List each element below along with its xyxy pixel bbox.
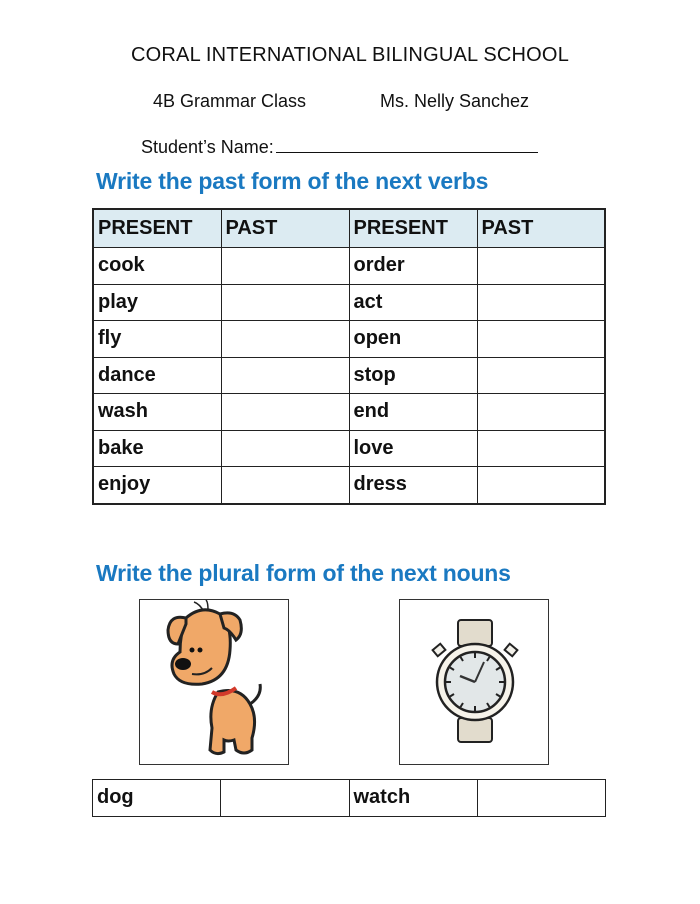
- column-header-past: PAST: [477, 209, 605, 248]
- student-name-blank[interactable]: [276, 134, 538, 153]
- column-header-present: PRESENT: [93, 209, 221, 248]
- past-answer-cell[interactable]: [477, 357, 605, 394]
- table-row: [93, 321, 605, 358]
- singular-noun: watch: [349, 780, 477, 817]
- column-header-past: PAST: [221, 209, 349, 248]
- present-verb: dress: [349, 467, 477, 504]
- teacher-name: Ms. Nelly Sanchez: [380, 91, 530, 111]
- present-verb: end: [349, 394, 477, 431]
- past-answer-cell[interactable]: [221, 284, 349, 321]
- past-answer-cell[interactable]: [221, 321, 349, 358]
- watch-icon: [400, 600, 548, 764]
- class-name: 4B Grammar Class: [153, 91, 307, 111]
- past-answer-cell[interactable]: [477, 248, 605, 285]
- school-name: CORAL INTERNATIONAL BILINGUAL SCHOOL: [130, 44, 570, 66]
- table-row: [93, 248, 605, 285]
- singular-noun: dog: [93, 780, 221, 817]
- section-title-nouns: Write the plural form of the next nouns: [96, 560, 511, 586]
- plural-answer-cell[interactable]: [477, 780, 605, 817]
- past-answer-cell[interactable]: [477, 394, 605, 431]
- present-verb: love: [349, 430, 477, 467]
- table-row: [93, 780, 606, 817]
- present-verb: act: [349, 284, 477, 321]
- table-row: [93, 357, 605, 394]
- column-header-present: PRESENT: [349, 209, 477, 248]
- present-verb: order: [349, 248, 477, 285]
- present-verb: cook: [93, 248, 221, 285]
- table-header-row: [93, 209, 605, 248]
- section-title-verbs: Write the past form of the next verbs: [96, 168, 489, 194]
- past-answer-cell[interactable]: [221, 248, 349, 285]
- table-row: [93, 394, 605, 431]
- dog-icon: [140, 600, 288, 764]
- table-row: [93, 284, 605, 321]
- present-verb: wash: [93, 394, 221, 431]
- present-verb: open: [349, 321, 477, 358]
- watch-picture: [399, 599, 549, 765]
- present-verb: play: [93, 284, 221, 321]
- present-verb: enjoy: [93, 467, 221, 504]
- plural-answer-cell[interactable]: [221, 780, 349, 817]
- dog-picture: [139, 599, 289, 765]
- past-answer-cell[interactable]: [221, 467, 349, 504]
- present-verb: dance: [93, 357, 221, 394]
- past-answer-cell[interactable]: [477, 430, 605, 467]
- present-verb: stop: [349, 357, 477, 394]
- past-answer-cell[interactable]: [477, 321, 605, 358]
- present-verb: fly: [93, 321, 221, 358]
- nouns-table: [92, 779, 606, 817]
- verbs-table: [92, 208, 606, 505]
- present-verb: bake: [93, 430, 221, 467]
- student-name-field: [141, 134, 538, 158]
- past-answer-cell[interactable]: [221, 430, 349, 467]
- table-row: [93, 430, 605, 467]
- table-row: [93, 467, 605, 504]
- past-answer-cell[interactable]: [221, 394, 349, 431]
- past-answer-cell[interactable]: [477, 284, 605, 321]
- past-answer-cell[interactable]: [477, 467, 605, 504]
- past-answer-cell[interactable]: [221, 357, 349, 394]
- student-name-label: Student’s Name:: [141, 137, 274, 157]
